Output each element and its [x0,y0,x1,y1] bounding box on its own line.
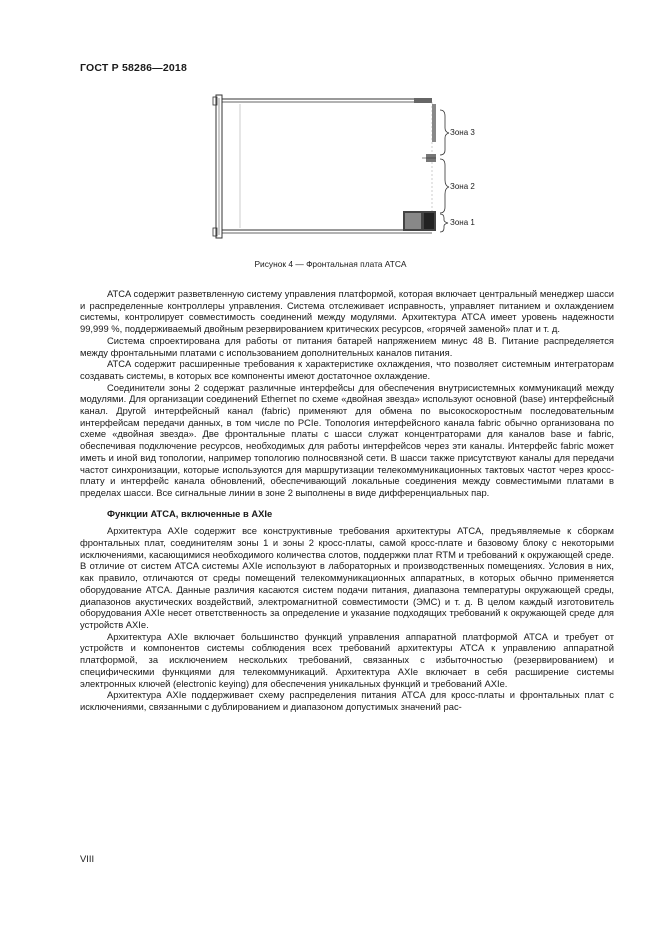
zone3-brace [440,110,449,155]
figure-caption: Рисунок 4 — Фронтальная плата ATCA [254,259,407,269]
page-header: ГОСТ Р 58286—2018 [80,62,188,74]
zone1-brace [440,214,448,232]
paragraph: Архитектура AXIe поддерживает схему распределения питания ATCA для кросс-платы и фронтальных плат с исключениями, связанными с дублированием и диапазоном допустимых значений рас- [80,689,614,712]
paragraph: Соединители зоны 2 содержат различные интерфейсы для обеспечения внутрисистемных коммуникаций между модулями. Для организации соединений Ethernet по схеме «двойная звезда» используют основной (base) интерфейсный канал. Другой интерфейсный канал (fabric) применяют для обмена по высокоскоростным последовательным интерфейсам передачи данных, в том числе по PCIe. Топология интерфейсного канала fabric обычно организована по схеме «двойная звезда». Две фронтальные платы с шасси служат концентраторами для каналов base и fabric, обеспечивая подключение ресурсов, необходимых для работы интерфейсов через эти каналы. Интерфейс fabric может иметь и иной вид топологии, например топологию полносвязной сети. В шасси также присутствуют каналы для передачи частот синхронизации, которые используются для маршрутизации телекоммуникационных тактовых частот через кросс-плату и интерфейс канала обновлений, обеспечивающий локальные соединения между совместимыми платами в пределах шасси. Все сигнальные линии в зоне 2 выполнены в виде дифференциальных пар. [80,381,614,498]
figure-atca-board [200,90,500,240]
top-rail-end [414,98,432,103]
body-text [80,288,614,713]
page-number: VIII [80,853,95,864]
paragraph: ATCA содержит расширенные требования к характеристике охлаждения, что позволяет системным интеграторам создавать системы, в которых все компоненты имеют достаточное охлаждение. [80,358,614,381]
paragraph: Архитектура AXIe содержит все конструктивные требования архитектуры ATCA, предъявляемые к сборкам фронтальных плат, соединителям зоны 1 и зоны 2 кросс-платы, самой кросс-плате и базовому блоку с некоторыми исключениями, касающимися необходимого количества слотов, поддержки плат RTM и требований к окружающей среде. В отличие от систем ATCA системы AXIe используют в лабораторных и производственных помещениях. Условия в них, как правило, отличаются от среды помещений телекоммуникационных аппаратных, в которых обычно применяется оборудование ATCA. Данные различия касаются систем подачи питания, диапазона температуры окружающей среды, диапазонов акустических воздействий, электромагнитной совместимости (ЭМС) и т. д. В целом каждый изготовитель оборудования AXIe несет ответственность за определение и указание подходящих требований к окружающей среде для устройств AXIe. [80,525,614,630]
zone-3-label: Зона 3 [450,128,475,137]
zone-2-label: Зона 2 [450,182,475,191]
zone3-connector [432,104,436,142]
zone-1-label: Зона 1 [450,218,475,227]
paragraph: Архитектура AXIe включает большинство функций управления аппаратной платформой ATCA и требует от устройств и компонентов системы соблюдения всех требований архитектуры ATCA к управлению аппаратной платформой, за исключением нескольких требований, связанных с избыточностью (резервированием) и специфическими функциями для телекоммуникаций. Архитектура AXIe включает в себя расширение системы электронных ключей (electronic keying) для обеспечения уникальных функций и требований AXIe. [80,630,614,689]
zone2-brace [440,159,449,213]
paragraph: Система спроектирована для работы от питания батарей напряжением минус 48 В. Питание распределяется между фронтальными платами с использованием дополнительных каналов питания. [80,334,614,358]
paragraph: ATCA содержит разветвленную систему управления платформой, которая включает центральный менеджер шасси и распределенные контроллеры управления. Система отслеживает исправность, управляет питанием и охлаждением системы, контролирует совместимость соединений между модулями. Архитектура ATCA имеет уровень надежности 99,999 %, поддерживаемый двойным резервированием критических ресурсов, «горячей заменой» плат и т. д. [80,288,614,335]
section-title: Функции ATCA, включенные в AXIe [107,507,273,519]
